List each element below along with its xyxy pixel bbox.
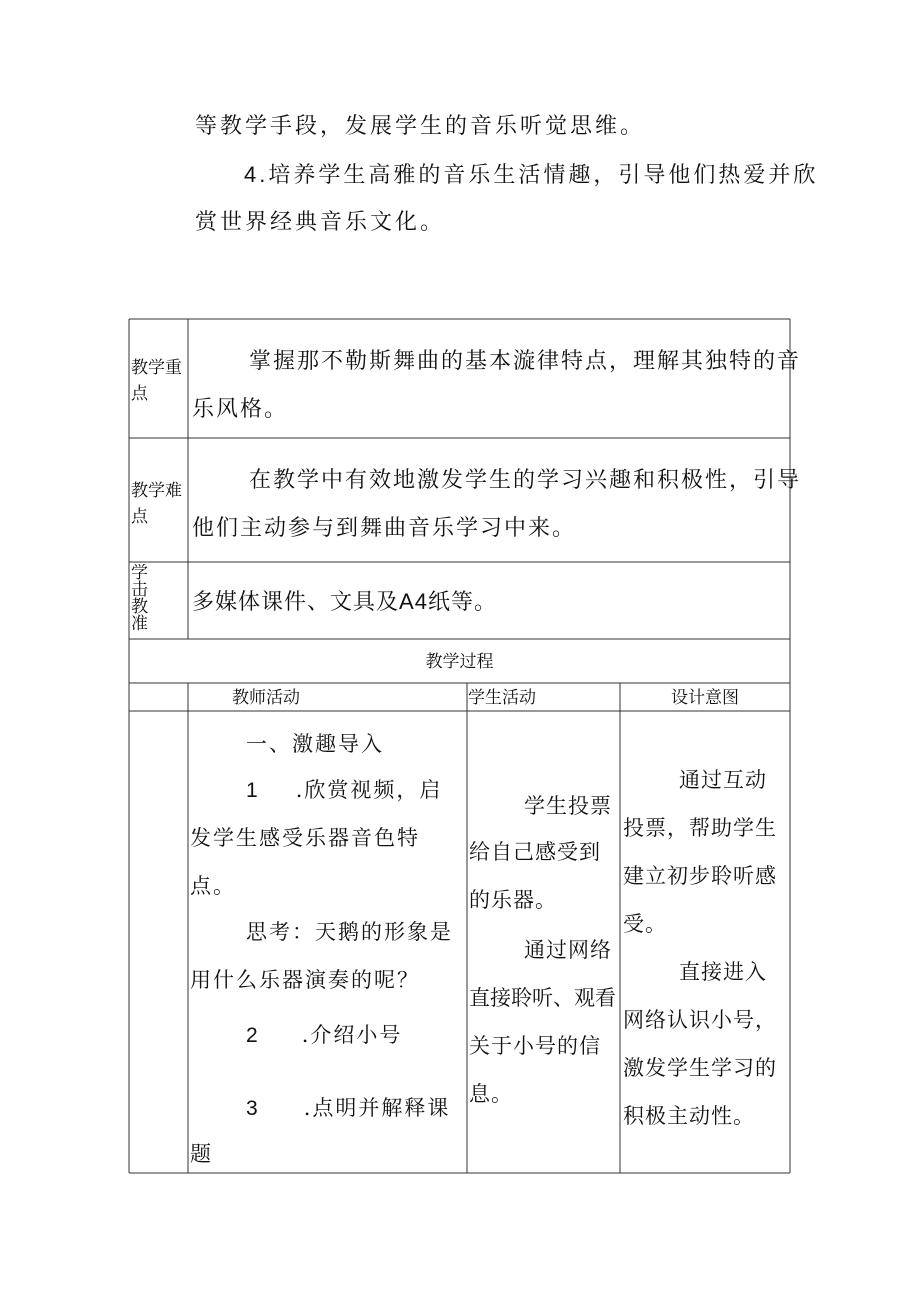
prep-label-line4: 准 bbox=[131, 614, 148, 633]
key-point-content-line2: 乐风格。 bbox=[192, 397, 289, 422]
teacher-section-title: 一、激趣导入 bbox=[246, 732, 384, 756]
teacher-item2-text: .介绍小号 bbox=[301, 1023, 403, 1047]
teacher-item1-text: .欣赏视频，启 bbox=[295, 778, 443, 802]
difficulty-label-line2: 点 bbox=[131, 507, 148, 526]
header-design-intent: 设计意图 bbox=[671, 688, 739, 707]
prep-label bbox=[131, 564, 148, 639]
intro-line-continuation: 等教学手段，发展学生的音乐听觉思维。 bbox=[195, 114, 646, 139]
design-p1-line3: 建立初步聆听感 bbox=[623, 864, 777, 888]
design-p2-line3: 激发学生学习的 bbox=[623, 1056, 777, 1080]
teacher-item1-line3: 点。 bbox=[190, 874, 236, 898]
teacher-think-line2: 用什么乐器演奏的呢？ bbox=[190, 968, 420, 992]
teacher-item1-line2: 发学生感受乐器音色特 bbox=[190, 826, 420, 850]
design-p1-line4: 受。 bbox=[623, 912, 667, 936]
difficulty-label-line1: 教学难 bbox=[131, 481, 182, 500]
prep-content-paper: A4 bbox=[399, 589, 428, 614]
teacher-item3-line2: 题 bbox=[190, 1142, 213, 1166]
difficulty-label bbox=[131, 478, 182, 530]
difficulty-content-line1: 在教学中有效地激发学生的学习兴趣和积极性，引导 bbox=[249, 468, 802, 493]
prep-content bbox=[192, 587, 497, 618]
teacher-item3-line1 bbox=[246, 1094, 450, 1123]
student-p1-line3: 的乐器。 bbox=[469, 888, 557, 912]
prep-label-line2: 击 bbox=[131, 580, 148, 599]
key-point-label-line2: 点 bbox=[131, 384, 148, 403]
process-title: 教学过程 bbox=[425, 652, 494, 671]
teacher-item2 bbox=[246, 1021, 402, 1050]
design-p2-line4: 积极主动性。 bbox=[623, 1104, 755, 1128]
difficulty-content-line2: 他们主动参与到舞曲音乐学习中来。 bbox=[192, 516, 577, 541]
teacher-item1-line1 bbox=[246, 776, 442, 805]
key-point-content-line1: 掌握那不勒斯舞曲的基本漩律特点，理解其独特的音 bbox=[249, 349, 802, 374]
intro-item4-line1 bbox=[244, 160, 818, 191]
key-point-label bbox=[131, 355, 182, 407]
design-p1-line1: 通过互动 bbox=[679, 768, 767, 792]
prep-label-line1: 学 bbox=[131, 564, 148, 582]
design-p2-line1: 直接进入 bbox=[679, 960, 767, 984]
design-p1-line2: 投票，帮助学生 bbox=[623, 816, 777, 840]
key-point-label-line1: 教学重 bbox=[131, 358, 182, 377]
prep-content-prefix: 多媒体课件、文具及 bbox=[192, 590, 400, 615]
header-teacher-activity: 教师活动 bbox=[232, 688, 300, 707]
teacher-think-line1: 思考：天鹅的形象是 bbox=[246, 920, 453, 944]
intro-item4-number: 4. bbox=[244, 162, 269, 187]
student-p2-line2: 直接聆听、观看 bbox=[469, 986, 616, 1010]
intro-item4-text: 培养学生高雅的音乐生活情趣，引导他们热爱并欣 bbox=[268, 163, 819, 188]
student-p1-line1: 学生投票 bbox=[524, 794, 612, 818]
teacher-item3-num: 3 bbox=[246, 1097, 260, 1120]
prep-content-suffix: 纸等。 bbox=[427, 590, 497, 615]
teacher-item1-num: 1 bbox=[246, 779, 260, 802]
student-p2-line3: 关于小号的信 bbox=[469, 1034, 601, 1058]
teacher-item3-text: .点明并解释课 bbox=[303, 1096, 451, 1120]
design-p2-line2: 网络认识小号， bbox=[623, 1008, 777, 1032]
student-p2-line4: 息。 bbox=[469, 1082, 513, 1106]
teacher-item2-num: 2 bbox=[246, 1024, 260, 1047]
prep-label-line3: 教 bbox=[131, 597, 148, 616]
student-p2-line1: 通过网络 bbox=[524, 938, 612, 962]
intro-item4-line2: 赏世界经典音乐文化。 bbox=[195, 210, 446, 235]
header-student-activity: 学生活动 bbox=[468, 688, 536, 707]
student-p1-line2: 给自己感受到 bbox=[469, 840, 601, 864]
